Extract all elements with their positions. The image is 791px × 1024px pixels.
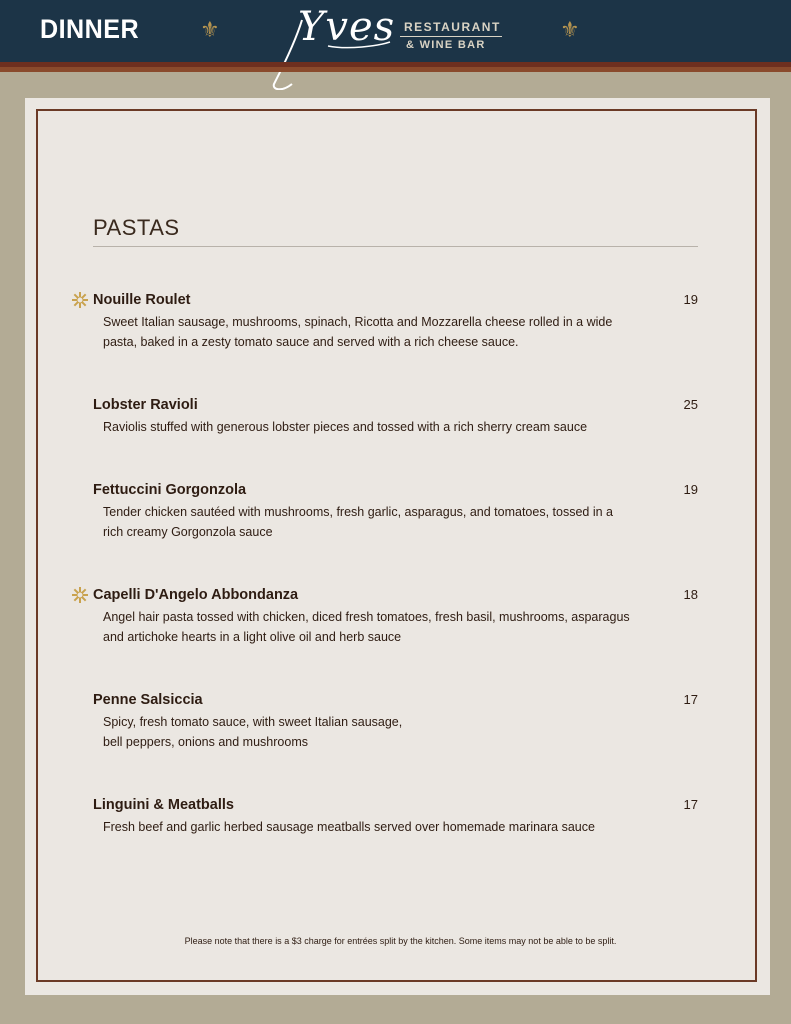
description-line: bell peppers, onions and mushrooms bbox=[103, 735, 308, 749]
section-divider bbox=[93, 246, 698, 247]
menu-item-description bbox=[103, 417, 663, 437]
header-bar bbox=[0, 0, 791, 62]
description-line: Sweet Italian sausage, mushrooms, spinach, Ricotta and Mozzarella cheese rolled in a wide bbox=[103, 315, 613, 329]
menu-item-description bbox=[103, 607, 663, 647]
description-line: Fresh beef and garlic herbed sausage meatballs served over homemade marinara sauce bbox=[103, 820, 595, 834]
logo-script: Yves bbox=[298, 4, 396, 50]
restaurant-logo bbox=[268, 6, 508, 90]
menu-item-name: Linguini & Meatballs bbox=[93, 797, 234, 813]
menu-item-name: Lobster Ravioli bbox=[93, 397, 198, 413]
meal-label: DINNER bbox=[40, 14, 140, 44]
menu-item-description bbox=[103, 817, 663, 837]
description-line: pasta, baked in a zesty tomato sauce and served with a rich cheese sauce. bbox=[103, 335, 519, 349]
description-line: and artichoke hearts in a light olive oil and herb sauce bbox=[103, 630, 402, 644]
logo-restaurant-text: RESTAURANT bbox=[404, 20, 501, 34]
menu-item-price: 17 bbox=[683, 797, 698, 812]
description-line: rich creamy Gorgonzola sauce bbox=[103, 525, 273, 539]
header-stripe bbox=[0, 62, 791, 72]
menu-item-description bbox=[103, 712, 663, 752]
menu-item-name: Fettuccini Gorgonzola bbox=[93, 482, 247, 498]
fleur-de-lis-icon: ⚜ bbox=[200, 18, 220, 43]
logo-winebar-text: & WINE BAR bbox=[406, 39, 486, 51]
menu-item-description bbox=[103, 502, 663, 542]
menu-item-price: 19 bbox=[683, 292, 698, 307]
description-line: Angel hair pasta tossed with chicken, diced fresh tomatoes, fresh basil, mushrooms, asparagus bbox=[103, 610, 630, 624]
description-line: Spicy, fresh tomato sauce, with sweet Italian sausage, bbox=[103, 715, 403, 729]
description-line: Tender chicken sautéed with mushrooms, fresh garlic, asparagus, and tomatoes, tossed in a bbox=[103, 505, 613, 519]
menu-item-name: Penne Salsiccia bbox=[93, 692, 203, 708]
menu-item-description bbox=[103, 312, 663, 352]
split-charge-note bbox=[0, 936, 791, 946]
section-title: PASTAS bbox=[93, 215, 180, 240]
logo-divider bbox=[400, 36, 502, 37]
fleur-de-lis-icon: ⚜ bbox=[560, 18, 580, 43]
menu-item-price: 18 bbox=[683, 587, 698, 602]
menu-item-name: Nouille Roulet bbox=[93, 292, 191, 308]
signature-dish-icon bbox=[71, 586, 89, 604]
description-line: Raviolis stuffed with generous lobster pieces and tossed with a rich sherry cream sauce bbox=[103, 420, 588, 434]
menu-item-price: 17 bbox=[683, 692, 698, 707]
menu-item-name: Capelli D'Angelo Abbondanza bbox=[93, 587, 299, 603]
footnote-text: Please note that there is a $3 charge for entrées split by the kitchen. Some items may not be able to be split. bbox=[184, 936, 617, 946]
signature-dish-icon bbox=[71, 291, 89, 309]
menu-item-price: 25 bbox=[683, 397, 698, 412]
menu-item-price: 19 bbox=[683, 482, 698, 497]
